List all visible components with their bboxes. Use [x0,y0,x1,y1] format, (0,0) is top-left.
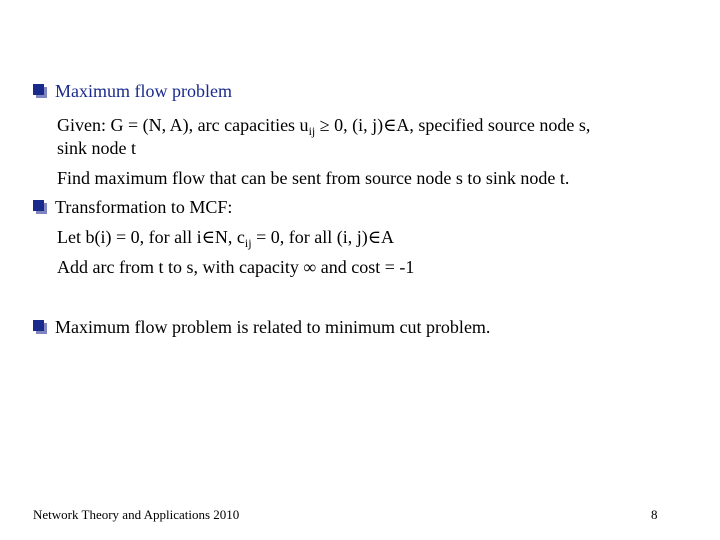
text-segment: sink node t [57,138,136,158]
let-line [57,226,394,254]
bullet-title: Maximum flow problem [55,81,232,101]
bullet-title: Maximum flow problem is related to minimum cut problem. [55,317,491,337]
square-bullet-icon [33,84,47,98]
square-bullet-icon [33,320,47,334]
sink-line [57,137,136,159]
bullet-title: Transformation to MCF: [55,197,233,217]
page-number: 8 [651,507,658,522]
find-line [57,167,569,189]
text-segment: ≥ 0, (i, j)∈A, specified source node s, [315,115,591,135]
bullet-item-transformation [33,196,232,218]
square-bullet-icon [33,200,47,214]
subscript: ij [244,236,252,250]
bullet-item-min-cut [33,316,490,338]
text-segment: Given: G = (N, A), arc capacities u [57,115,309,135]
subscript: ij [308,124,316,138]
footer-text: Network Theory and Applications 2010 [33,507,240,522]
text-segment: Let b(i) = 0, for all i∈N, c [57,227,245,247]
text-segment: Find maximum flow that can be sent from source node s to sink node t. [57,168,570,188]
text-segment: Add arc from t to s, with capacity ∞ and cost = -1 [57,257,415,277]
given-line [57,114,590,142]
text-segment: = 0, for all (i, j)∈A [251,227,395,247]
add-arc-line [57,256,414,278]
bullet-item-max-flow [33,80,232,102]
